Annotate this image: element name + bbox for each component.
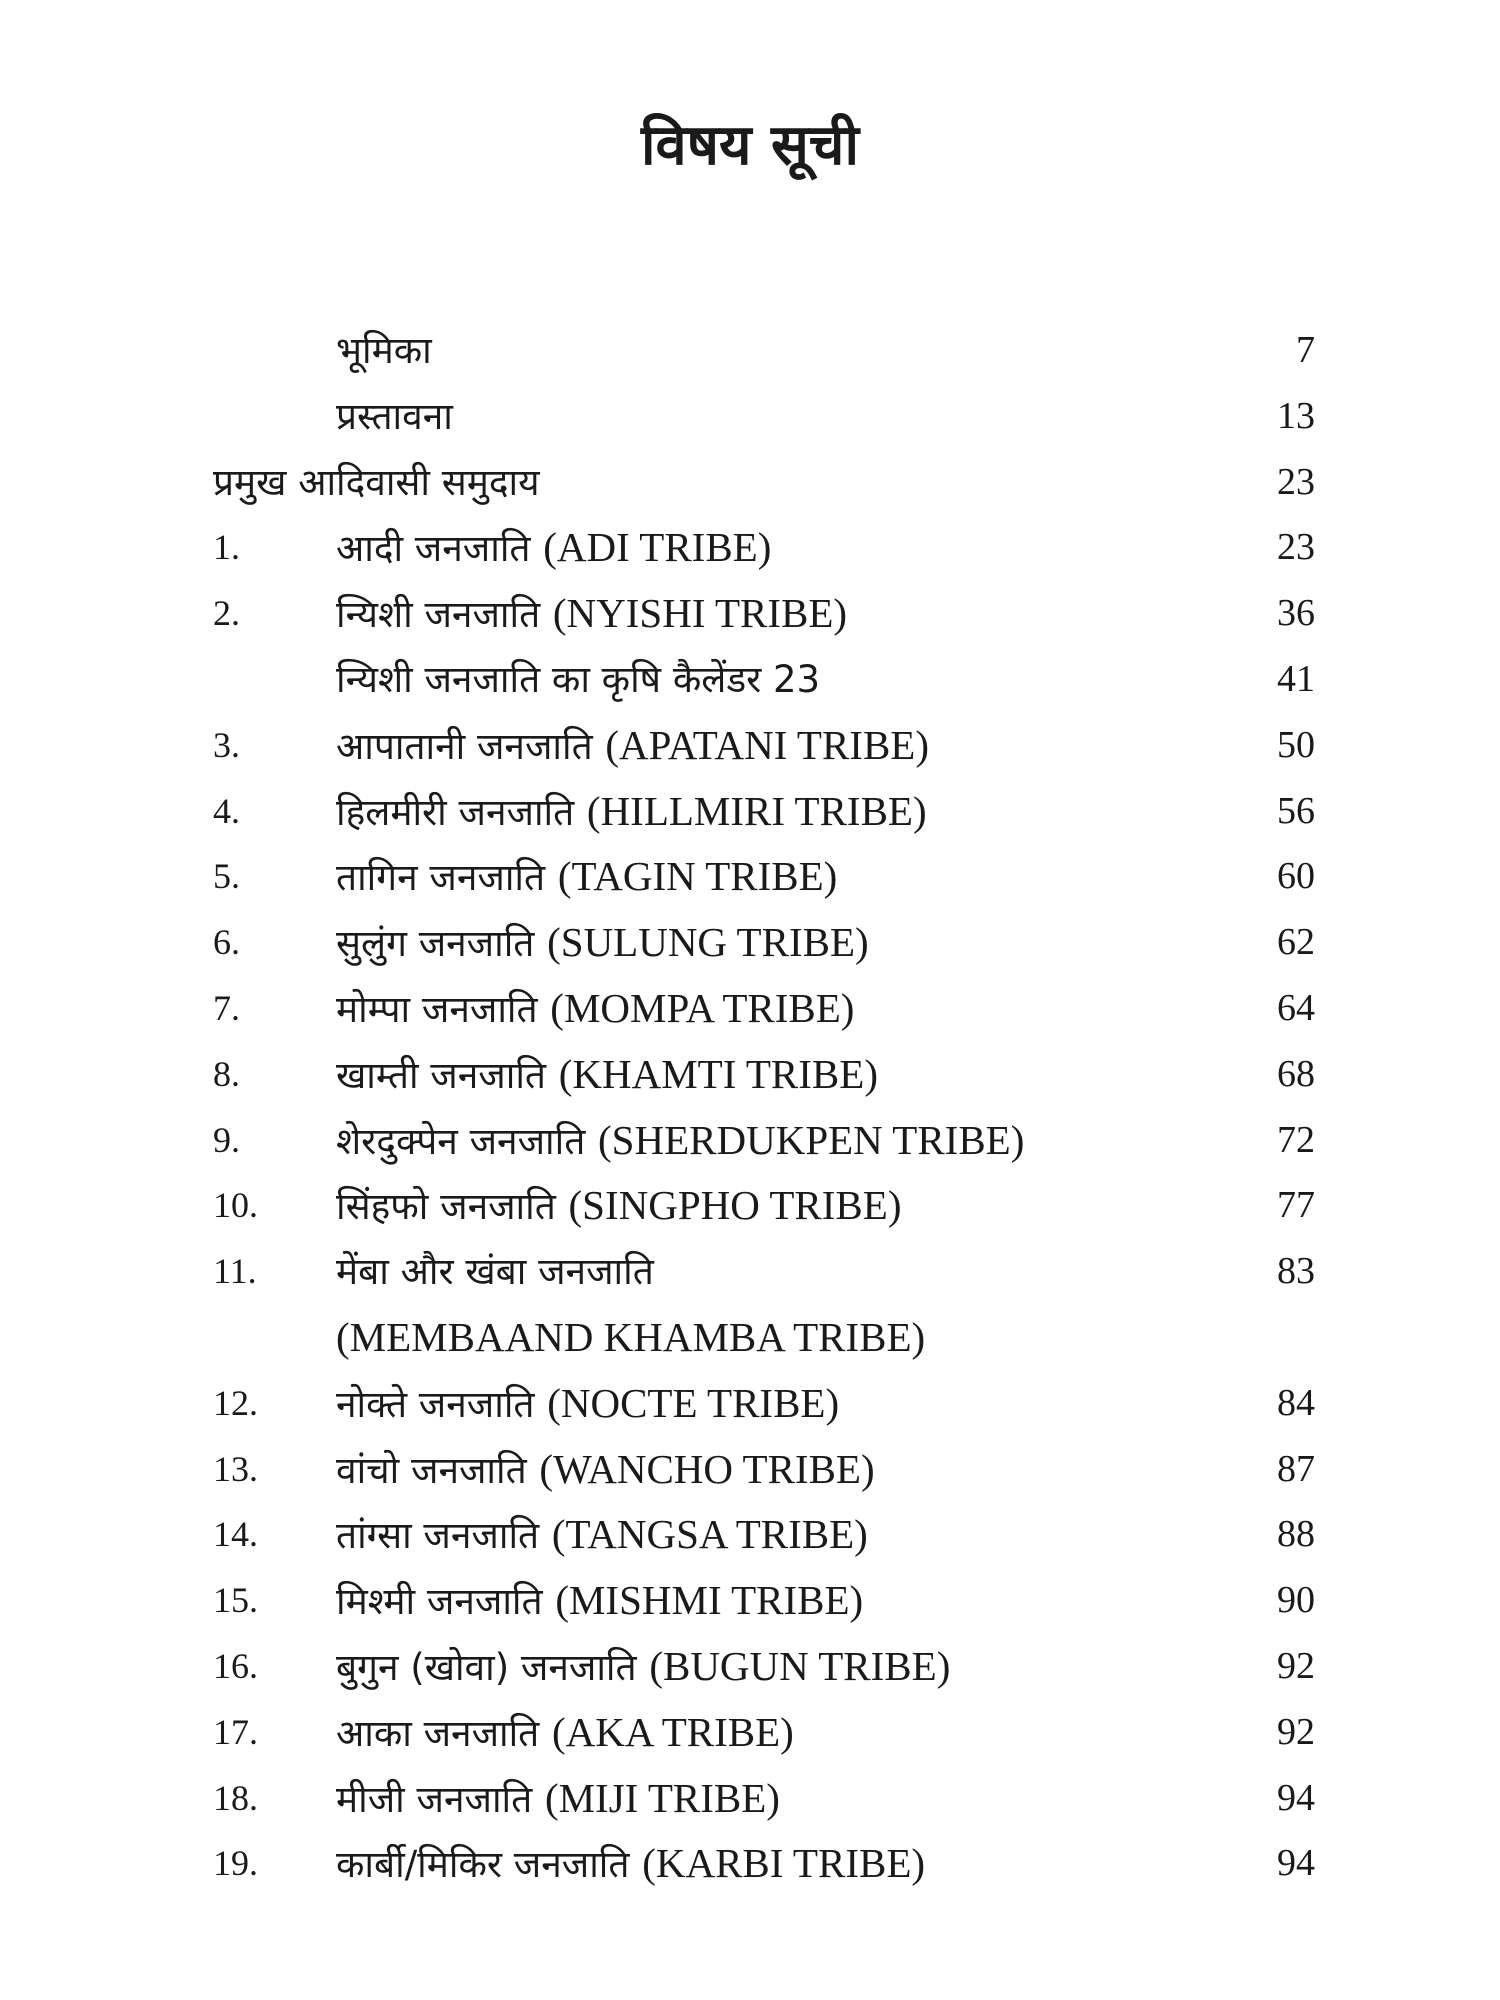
entry-number: 12. [213,1382,258,1423]
entry-title-hindi: न्यिशी जनजाति का कृषि कैलेंडर 23 [336,657,821,701]
page-number: 94 [1277,1776,1315,1819]
entry-title-hindi: वांचो जनजाति [336,1448,527,1492]
entry-title-hindi: बुगुन (खोवा) जनजाति [336,1645,637,1689]
entry-title-english: (TAGIN TRIBE) [557,853,838,900]
page-title: विषय सूची [641,113,859,178]
entry-title-english: (KARBI TRIBE) [642,1840,926,1887]
page-number: 23 [1277,526,1315,569]
toc-entry [0,1173,1500,1239]
entry-title [336,976,854,1043]
table-of-contents [0,318,1500,1897]
page-number: 13 [1277,394,1315,437]
entry-title-english: (TANGSA TRIBE) [551,1511,868,1558]
toc-entry [0,1634,1500,1700]
entry-title [336,384,453,450]
page-number: 88 [1277,1513,1315,1556]
entry-number: 1. [213,527,240,568]
entry-title-english: (AKA TRIBE) [552,1708,794,1755]
toc-entry [0,647,1500,713]
entry-title [213,450,540,516]
toc-entry [0,779,1500,845]
page-number: 64 [1277,986,1315,1029]
entry-title-hindi: हिलमीरी जनजाति [336,790,575,834]
entry-title [336,1831,925,1898]
page-number: 90 [1277,1579,1315,1622]
entry-title [336,1173,901,1240]
entry-number: 18. [213,1777,258,1818]
entry-number: 2. [213,593,240,634]
entry-number: 5. [213,856,240,897]
entry-number: 3. [213,724,240,765]
entry-title [336,1502,868,1569]
toc-entry [0,1305,1500,1371]
entry-title [336,779,927,846]
toc-entry [0,384,1500,450]
entry-title [336,1766,780,1833]
page-number: 23 [1277,460,1315,503]
page-number: 68 [1277,1052,1315,1095]
toc-entry [0,1042,1500,1108]
page-number: 77 [1277,1184,1315,1227]
toc-entry [0,1502,1500,1568]
entry-title [336,515,771,582]
entry-title-hindi: नोक्ते जनजाति [336,1382,535,1426]
entry-number: 16. [213,1645,258,1686]
entry-title-hindi: सुलुंग जनजाति [336,922,535,966]
toc-entry [0,318,1500,384]
entry-number: 14. [213,1514,258,1555]
entry-title-english: (WANCHO TRIBE) [539,1445,875,1492]
entry-title-hindi: भूमिका [336,329,432,372]
entry-number: 11. [213,1251,257,1292]
toc-entry [0,581,1500,647]
entry-title [336,1634,950,1701]
toc-entry [0,1700,1500,1766]
toc-entry [0,713,1500,779]
entry-title-english: (SHERDUKPEN TRIBE) [598,1116,1025,1163]
entry-title [336,1700,794,1767]
entry-title-hindi: आपातानी जनजाति [336,724,593,768]
entry-title-hindi: प्रस्तावना [336,394,453,438]
entry-title-hindi: आदी जनजाति [336,527,531,571]
entry-number: 4. [213,790,240,831]
entry-title-hindi: कार्बी/मिकिर जनजाति [336,1843,630,1887]
entry-number: 17. [213,1711,258,1752]
toc-entry [0,976,1500,1042]
entry-title-hindi: न्यिशी जनजाति [336,593,541,637]
page-number: 62 [1277,921,1315,964]
toc-entry [0,1239,1500,1305]
page-number: 84 [1277,1381,1315,1424]
page-number: 92 [1277,1644,1315,1687]
entry-number: 15. [213,1580,258,1621]
entry-title-hindi: मीजी जनजाति [336,1777,533,1821]
entry-title-hindi: मेंबा और खंबा जनजाति [336,1250,654,1294]
entry-title-hindi: तांग्सा जनजाति [336,1514,540,1558]
entry-title-hindi: प्रमुख आदिवासी समुदाय [213,460,540,504]
page-number: 72 [1277,1118,1315,1161]
toc-entry [0,450,1500,516]
entry-title [336,1568,863,1635]
page-number: 83 [1277,1250,1315,1293]
entry-number: 9. [213,1119,240,1160]
entry-title-english: (HILLMIRI TRIBE) [586,787,927,834]
entry-title [336,647,820,713]
entry-title-hindi: तागिन जनजाति [336,856,546,900]
entry-title [336,1305,925,1372]
entry-number: 6. [213,922,240,963]
entry-title [336,1239,654,1305]
toc-entry [0,1766,1500,1832]
toc-entry [0,910,1500,976]
entry-title-hindi: मोम्पा जनजाति [336,987,538,1031]
entry-title-english: (NYISHI TRIBE) [552,590,848,637]
entry-title-english: (MIJI TRIBE) [544,1774,780,1821]
entry-title-english: (APATANI TRIBE) [605,721,929,768]
entry-title-hindi: शेरदुक्पेन जनजाति [336,1119,586,1163]
entry-title-english: (MISHMI TRIBE) [555,1577,864,1624]
entry-title-english: (MOMPA TRIBE) [550,984,855,1031]
entry-title-english: (BUGUN TRIBE) [649,1642,951,1689]
entry-title-english: (SULUNG TRIBE) [547,919,869,966]
entry-title-english: (MEMBAAND KHAMBA TRIBE) [336,1313,926,1360]
entry-title [336,1371,839,1438]
entry-title-hindi: आका जनजाति [336,1711,540,1755]
page-number: 41 [1277,657,1315,700]
entry-number: 10. [213,1185,258,1226]
entry-number: 7. [213,987,240,1028]
toc-entry [0,1371,1500,1437]
entry-title [336,713,929,780]
entry-number: 13. [213,1448,258,1489]
page-number: 7 [1296,329,1315,371]
page-number: 92 [1277,1710,1315,1753]
entry-title-hindi: खाम्ती जनजाति [336,1053,547,1097]
entry-title [336,910,869,977]
entry-title-english: (KHAMTI TRIBE) [558,1050,878,1097]
page-number: 56 [1277,789,1315,832]
entry-title-english: (NOCTE TRIBE) [547,1379,840,1426]
page-number: 50 [1277,723,1315,766]
toc-entry [0,1568,1500,1634]
entry-title [336,1437,875,1504]
toc-entry [0,844,1500,910]
toc-entry [0,1437,1500,1503]
toc-entry [0,1831,1500,1897]
entry-title [336,1042,878,1109]
entry-title [336,1108,1024,1175]
entry-title [336,318,432,384]
entry-title-english: (SINGPHO TRIBE) [568,1182,902,1229]
page-number: 87 [1277,1447,1315,1490]
page-number: 60 [1277,855,1315,898]
entry-number: 8. [213,1053,240,1094]
entry-title-hindi: सिंहफो जनजाति [336,1185,556,1229]
toc-entry [0,515,1500,581]
entry-number: 19. [213,1843,258,1884]
page-number: 36 [1277,592,1315,635]
entry-title-english: (ADI TRIBE) [543,524,772,571]
entry-title [336,581,847,648]
entry-title [336,844,837,911]
toc-entry [0,1108,1500,1174]
page-number: 94 [1277,1842,1315,1885]
entry-title-hindi: मिश्मी जनजाति [336,1580,543,1624]
